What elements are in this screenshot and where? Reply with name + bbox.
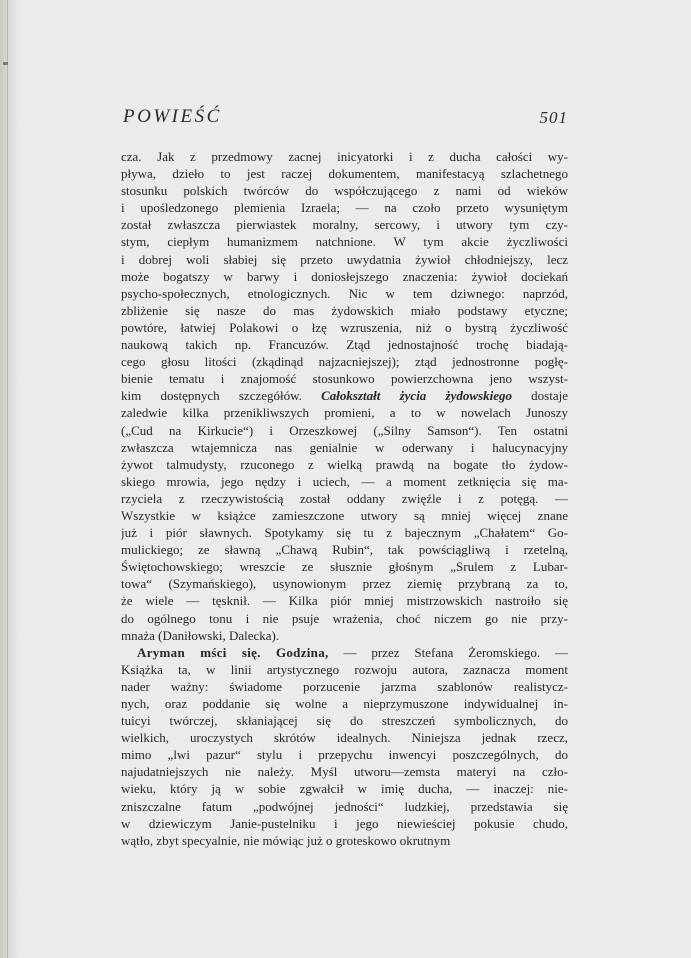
text-segment: najudatniejszych nie należy. Myśl utworu—zemsta materyi na czło- [121, 764, 568, 780]
text-line [121, 285, 568, 302]
text-segment: zbliżenie się nasze do mas żydowskich miało podstawy etyczne; [121, 302, 568, 318]
text-segment: („Cud na Kirkucie“) i Orzeszkowej („Silny Samson“). Ten ostatni [121, 422, 568, 438]
page-edge-line [7, 0, 8, 958]
text-line [121, 610, 568, 627]
text-line [121, 746, 568, 763]
text-segment: bienie tematu i znajomość stosunkowo powierzchowna jeno wszyst- [121, 371, 568, 387]
text-segment: wątło, zbyt specyalnie, nie mówiąc już o groteskowo okrutnym [121, 832, 451, 848]
text-line [121, 507, 568, 524]
text-line [121, 302, 568, 319]
text-line [121, 678, 568, 695]
text-segment: Książka ta, w linii artystycznego rozwoju autora, zaznacza moment [121, 661, 568, 677]
text-line [121, 353, 568, 370]
running-head [123, 106, 568, 130]
text-line [121, 798, 568, 815]
text-segment: może bogatszy w barwy i doniosłejszego znaczenia: żywioł dociekań [121, 268, 568, 284]
text-segment: Świętochowskiego; wreszcie ze słusznie głośnym „Srulem z Lubar- [121, 559, 568, 575]
text-segment: już i piór sławnych. Spotykamy się tu z bajecznym „Chałatem“ Go- [121, 525, 568, 541]
text-line [121, 558, 568, 575]
text-line [121, 473, 568, 490]
text-segment: do ogólnego tonu i nie psuje wrażenia, choć niczem go nie przy- [121, 610, 568, 626]
text-segment: powtóre, łatwiej Polakowi o łzę wzruszenia, niż o bystrą życzliwość [121, 319, 568, 335]
italic-title: Całokształt życia żydowskiego [321, 388, 512, 404]
text-line [121, 729, 568, 746]
text-line [121, 165, 568, 182]
text-line [121, 627, 568, 644]
text-line [121, 199, 568, 216]
text-segment: towa“ (Szymańskiego), usynowionym przez ziemię przybraną za to, [121, 576, 568, 592]
text-line [121, 592, 568, 609]
text-line [121, 268, 568, 285]
text-segment: nader ważny: świadome porzucenie jarzma szablonów realistycz- [121, 678, 568, 694]
text-line [121, 780, 568, 797]
text-line [121, 541, 568, 558]
text-segment: zaledwie kilka przenikliwszych promieni, a to w nowelach Junoszy [121, 405, 568, 421]
text-segment: i upośledzonego plemienia Izraela; — na czoło przeto wysuniętym [121, 200, 568, 216]
text-segment: cza. Jak z przedmowy zacnej inicyatorki i z ducha całości wy- [121, 149, 568, 164]
text-line [121, 439, 568, 456]
text-line [121, 370, 568, 387]
text-segment: pływa, dzieło to jest raczej dokumentem, manifestacyą szlachetnego [121, 166, 568, 182]
text-segment: mnaża (Daniłowski, Dalecka). [121, 627, 280, 643]
text-line [121, 763, 568, 780]
text-line [121, 524, 568, 541]
text-segment: został zwłaszcza pierwiastek moralny, sercowy, i utwory tym czy- [121, 217, 568, 233]
text-line [121, 422, 568, 439]
text-segment: nych, oraz poddanie się wolne a nieprzymuszone indywidualnej in- [121, 696, 568, 711]
text-line [121, 251, 568, 268]
page-number: 501 [539, 108, 568, 127]
text-line [121, 148, 568, 165]
text-line [121, 387, 568, 404]
page-gutter-shadow [0, 0, 22, 958]
text-segment: Wszystkie w książce zamieszczone utwory są mniej więcej znane [121, 507, 568, 523]
text-segment: w dziewiczym Janie-pustelniku i jego niewieściej pokusie chudo, [121, 815, 568, 831]
text-line [121, 815, 568, 832]
text-line [121, 644, 568, 661]
text-line [121, 404, 568, 421]
text-segment: skiego mrowia, jego nędzy i uciech, — a moment zetknięcia się ma- [121, 473, 568, 489]
text-segment: żywot talmudysty, rzuconego z wielką prawdą na bogate tło żydow- [121, 456, 568, 472]
text-segment: rzyciela z rzeczywistością został oddany zwięźle i z potęgą. — [121, 490, 568, 506]
text-line [121, 216, 568, 233]
text-segment: mulickiego; ze sławną „Chawą Rubin“, tak powściągliwą i rzetelną, [121, 542, 568, 558]
text-line [121, 832, 568, 849]
text-line [121, 233, 568, 250]
text-segment: i dobrej woli słabiej się przeto uwydatnia żywioł chłodniejszy, lecz [121, 251, 568, 267]
text-line [121, 336, 568, 353]
text-segment: tuicyi twórczej, skłaniającej się do streszczeń symbolicznych, do [121, 713, 568, 729]
text-segment: naukową takich np. Francuzów. Ztąd jednostajność trochę biadają- [121, 337, 568, 353]
text-line [121, 661, 568, 678]
text-segment: — przez Stefana Żeromskiego. — [328, 644, 568, 660]
text-line [121, 575, 568, 592]
text-segment: że wiele — tęsknił. — Kilka piór mniej mistrzowskich nastroiło się [121, 593, 568, 609]
text-segment: stosunku polskich twórców do współczującego z nami od wieków [121, 183, 568, 199]
text-segment: psycho-społecznych, etnologicznych. Nic w tem dziwnego: naprzód, [121, 285, 568, 301]
text-segment: wieku, który ją w sobie zgwałcił w imię ducha, — inaczej: nie- [121, 781, 568, 797]
text-line [121, 319, 568, 336]
running-head-title: POWIEŚĆ [123, 106, 222, 127]
text-line [121, 695, 568, 712]
text-segment: zniszczalne fatum „podwójnej jedności“ ludzkiej, przedstawia się [121, 798, 568, 814]
text-segment: wielkich, uroczystych skrótów idealnych. Niniejsza jednak rzecz, [121, 730, 568, 746]
text-segment: dostaje [511, 388, 568, 404]
text-line [121, 182, 568, 199]
text-segment: stym, ciepłym humanizmem natchnione. W tym akcie życzliwości [121, 234, 568, 250]
text-segment: zwłaszcza wtajemnicza nas genialnie w oderwany i halucynacyjny [121, 439, 568, 455]
text-line [121, 456, 568, 473]
text-segment: cego głosu litości (zkądinąd najzacniejszej); ztąd jednostronne pogłę- [121, 354, 568, 370]
body-text [121, 148, 568, 849]
text-segment: kim dostępnych szczegółów. [121, 388, 322, 404]
text-segment: mimo „lwi pazur“ stylu i przepychu inwencyi poszczególnych, do [121, 747, 568, 763]
bold-heading: Aryman mści się. Godzina, [137, 644, 329, 660]
page-edge-mark [3, 62, 8, 65]
text-line [121, 712, 568, 729]
text-line [121, 490, 568, 507]
